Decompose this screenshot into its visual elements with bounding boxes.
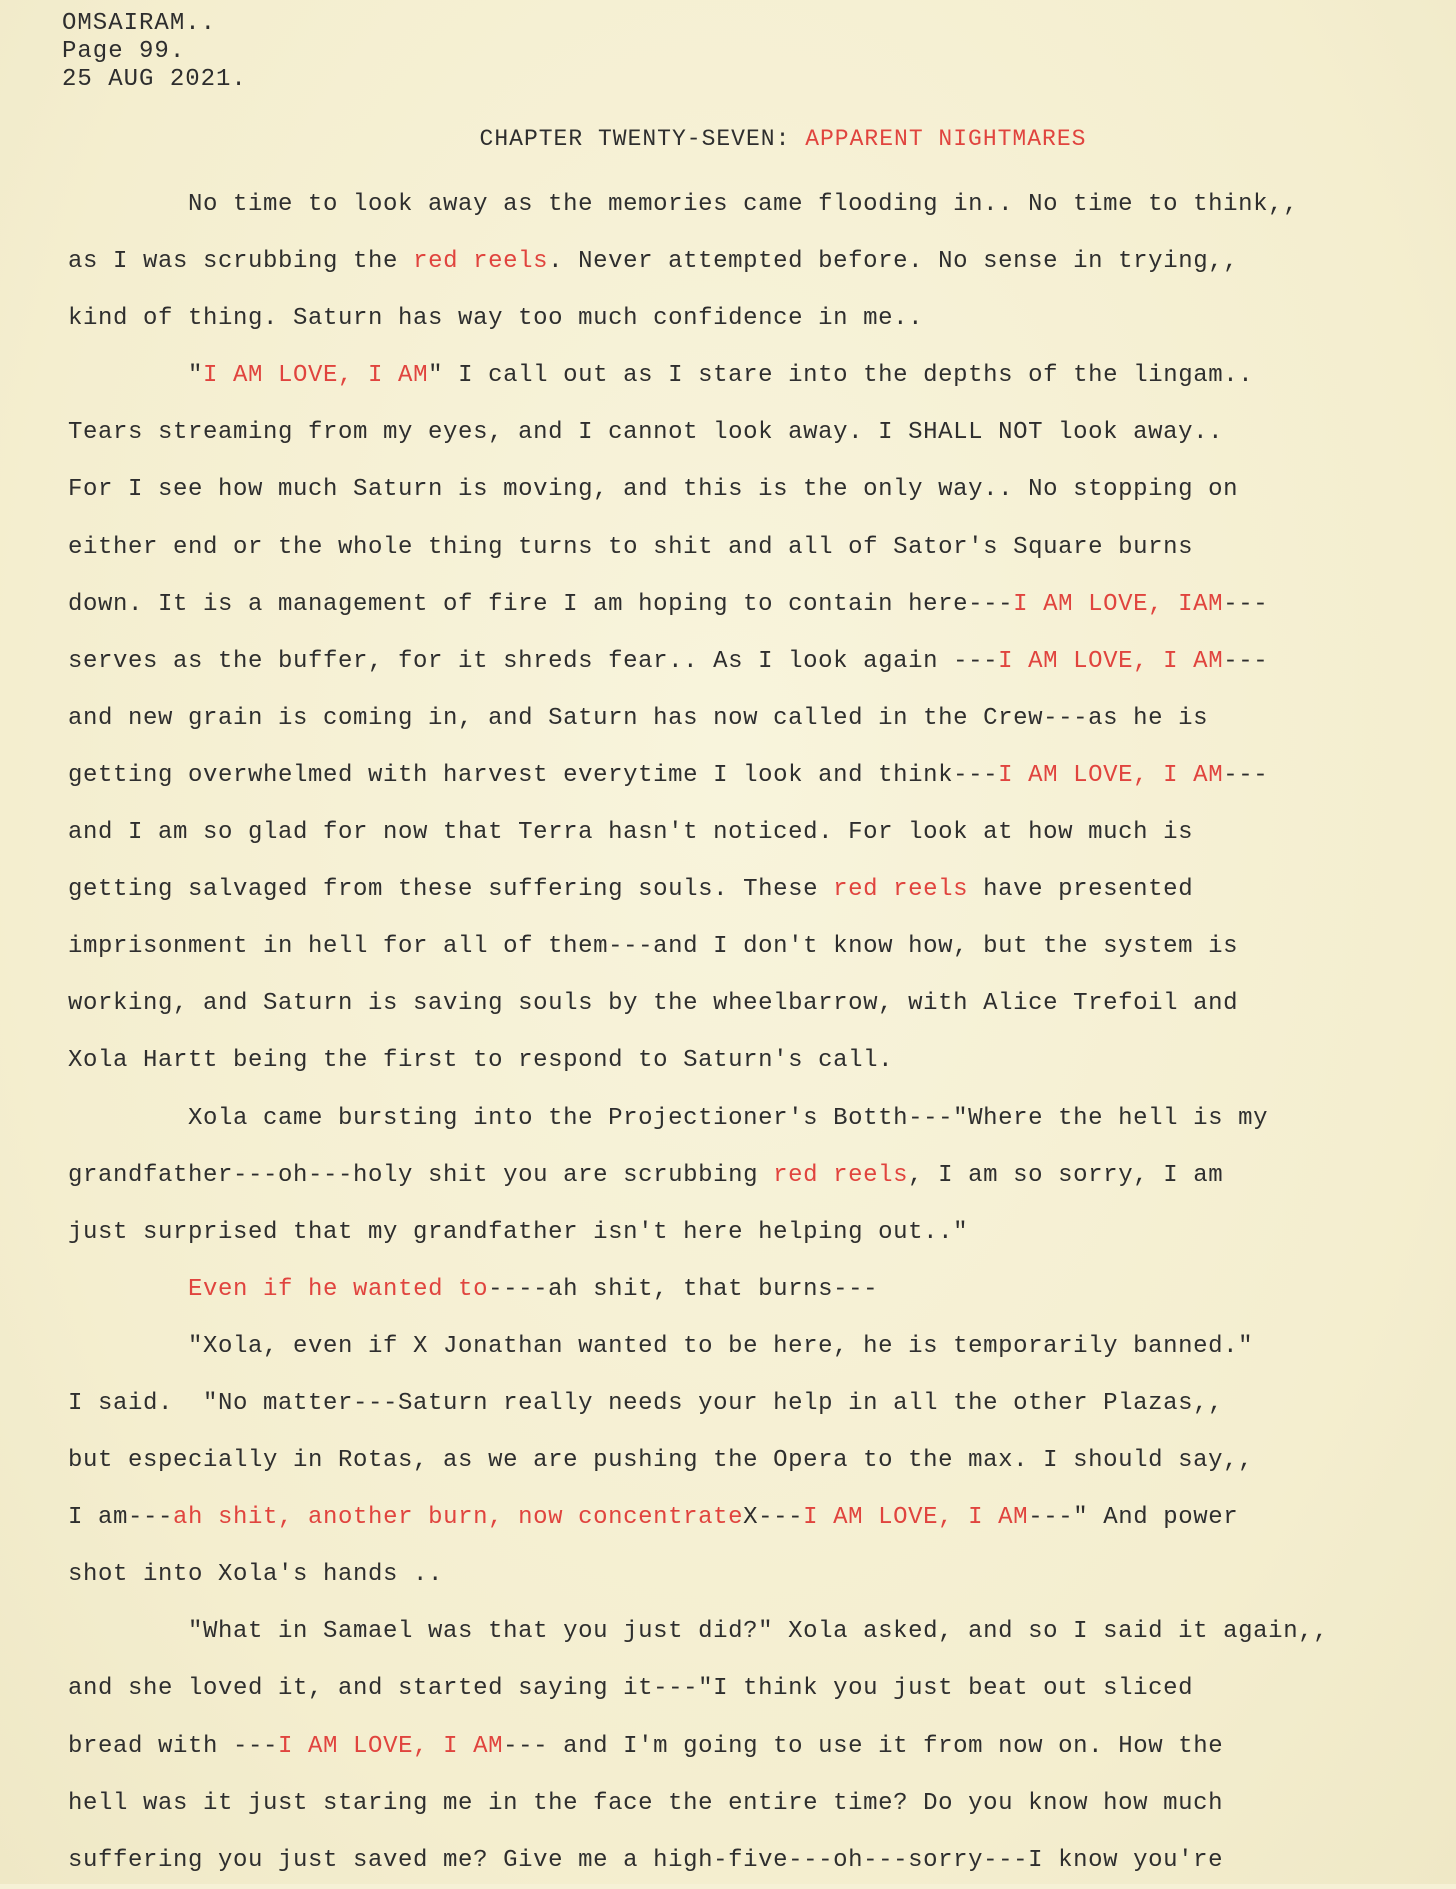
text-line xyxy=(68,1090,1428,1147)
text-line xyxy=(68,690,1428,747)
text-line xyxy=(68,747,1428,804)
chapter-title: APPARENT NIGHTMARES xyxy=(805,126,1087,152)
red-text-segment: ah shit, another burn, now concentrate xyxy=(173,1504,744,1532)
text-segment: bread with --- xyxy=(68,1732,279,1760)
text-segment: No time to look away as the memories came flooding in.. No time to think,, xyxy=(68,191,1299,218)
text-segment: but especially in Rotas, as we are pushing the Opera to the max. I should say,, xyxy=(68,1447,1254,1475)
text-segment: serves as the buffer, for it shreds fear.. As I look again --- xyxy=(68,647,999,675)
text-segment: getting salvaged from these suffering souls. These xyxy=(68,876,834,904)
text-segment: I said. "No matter---Saturn really needs your help in all the other Plazas,, xyxy=(68,1389,1224,1417)
chapter-number: CHAPTER TWENTY-SEVEN: xyxy=(479,126,806,152)
text-line xyxy=(68,1718,1428,1775)
red-text-segment: I AM LOVE, I AM xyxy=(278,1732,504,1760)
text-line xyxy=(68,1318,1428,1375)
text-line xyxy=(68,1204,1428,1261)
red-text-segment: red reels xyxy=(413,248,549,276)
text-segment: as I was scrubbing the xyxy=(68,248,414,276)
body-text xyxy=(68,176,1428,1889)
text-segment: either end or the whole thing turns to shit and all of Sator's Square burns xyxy=(68,533,1194,561)
text-segment: " I call out as I stare into the depths of the lingam.. xyxy=(428,362,1254,390)
text-segment: kind of thing. Saturn has way too much confidence in me.. xyxy=(68,305,924,333)
text-segment: grandfather---oh---holy shit you are scrubbing xyxy=(68,1161,774,1189)
red-text-segment: I AM LOVE, I AM xyxy=(998,761,1224,789)
text-segment: have presented xyxy=(968,876,1194,904)
text-line xyxy=(68,347,1428,404)
text-segment: and she loved it, and started saying it---"I think you just beat out sliced xyxy=(68,1675,1194,1703)
text-segment: --- xyxy=(1223,590,1269,618)
text-line xyxy=(68,861,1428,918)
text-line xyxy=(68,1432,1428,1489)
text-line xyxy=(68,233,1428,290)
text-segment: imprisonment in hell for all of them---and I don't know how, but the system is xyxy=(68,933,1239,961)
header-page-number: Page 99. xyxy=(62,38,186,65)
text-segment: suffering you just saved me? Give me a high-five---oh---sorry---I know you're xyxy=(68,1846,1224,1874)
text-line xyxy=(68,1832,1428,1889)
text-segment: X--- xyxy=(743,1504,804,1532)
red-text-segment: I AM LOVE, I AM xyxy=(998,647,1224,675)
text-line xyxy=(68,1489,1428,1546)
text-line xyxy=(68,918,1428,975)
text-line xyxy=(68,1546,1428,1603)
red-text-segment: Even if he wanted to xyxy=(188,1275,489,1303)
text-segment: " xyxy=(68,362,204,390)
text-line xyxy=(68,1603,1428,1660)
text-line xyxy=(68,804,1428,861)
text-line xyxy=(68,633,1428,690)
text-line xyxy=(68,1375,1428,1432)
red-text-segment: I AM LOVE, IAM xyxy=(1013,590,1224,618)
text-line xyxy=(68,290,1428,347)
text-segment: just surprised that my grandfather isn't here helping out.." xyxy=(68,1218,969,1246)
text-segment: hell was it just staring me in the face the entire time? Do you know how much xyxy=(68,1789,1224,1817)
text-segment: Xola Hartt being the first to respond to Saturn's call. xyxy=(68,1047,894,1075)
text-segment: ----ah shit, that burns--- xyxy=(488,1275,879,1303)
text-segment: , I am so sorry, I am xyxy=(908,1161,1224,1189)
text-segment: --- xyxy=(1223,647,1269,675)
text-segment: I am--- xyxy=(68,1504,174,1532)
text-line xyxy=(68,404,1428,461)
chapter-heading xyxy=(0,126,1456,152)
text-segment: --- xyxy=(1223,761,1269,789)
text-segment: Tears streaming from my eyes, and I cannot look away. I SHALL NOT look away.. xyxy=(68,419,1224,447)
text-line xyxy=(68,1660,1428,1717)
text-line xyxy=(68,1147,1428,1204)
page-header xyxy=(62,10,247,94)
text-segment: For I see how much Saturn is moving, and this is the only way.. No stopping on xyxy=(68,476,1239,504)
header-date: 25 AUG 2021. xyxy=(62,66,247,93)
text-segment: down. It is a management of fire I am hoping to contain here--- xyxy=(68,590,1014,618)
text-segment: shot into Xola's hands .. xyxy=(68,1561,444,1589)
text-segment: getting overwhelmed with harvest everytime I look and think--- xyxy=(68,761,999,789)
text-segment: "Xola, even if X Jonathan wanted to be here, he is temporarily banned." xyxy=(68,1332,1254,1360)
text-line xyxy=(68,576,1428,633)
text-segment: and I am so glad for now that Terra hasn't noticed. For look at how much is xyxy=(68,819,1194,847)
red-text-segment: red reels xyxy=(773,1161,909,1189)
text-segment: working, and Saturn is saving souls by the wheelbarrow, with Alice Trefoil and xyxy=(68,990,1239,1018)
text-segment xyxy=(68,1276,188,1303)
text-line xyxy=(68,1261,1428,1318)
text-segment: . Never attempted before. No sense in trying,, xyxy=(548,248,1239,276)
text-segment: and new grain is coming in, and Saturn has now called in the Crew---as he is xyxy=(68,704,1209,732)
text-line xyxy=(68,1032,1428,1089)
text-segment: ---" And power xyxy=(1028,1504,1239,1532)
text-segment: "What in Samael was that you just did?" Xola asked, and so I said it again,, xyxy=(68,1618,1329,1646)
text-line xyxy=(68,519,1428,576)
text-segment: Xola came bursting into the Projectioner's Botth---"Where the hell is my xyxy=(68,1104,1269,1132)
text-line xyxy=(68,461,1428,518)
text-line xyxy=(68,975,1428,1032)
red-text-segment: I AM LOVE, I AM xyxy=(203,362,429,390)
text-line xyxy=(68,176,1428,233)
text-segment: --- and I'm going to use it from now on. How the xyxy=(503,1732,1224,1760)
red-text-segment: I AM LOVE, I AM xyxy=(803,1504,1029,1532)
text-line xyxy=(68,1775,1428,1832)
red-text-segment: red reels xyxy=(833,876,969,904)
header-line-1: OMSAIRAM.. xyxy=(62,10,217,37)
